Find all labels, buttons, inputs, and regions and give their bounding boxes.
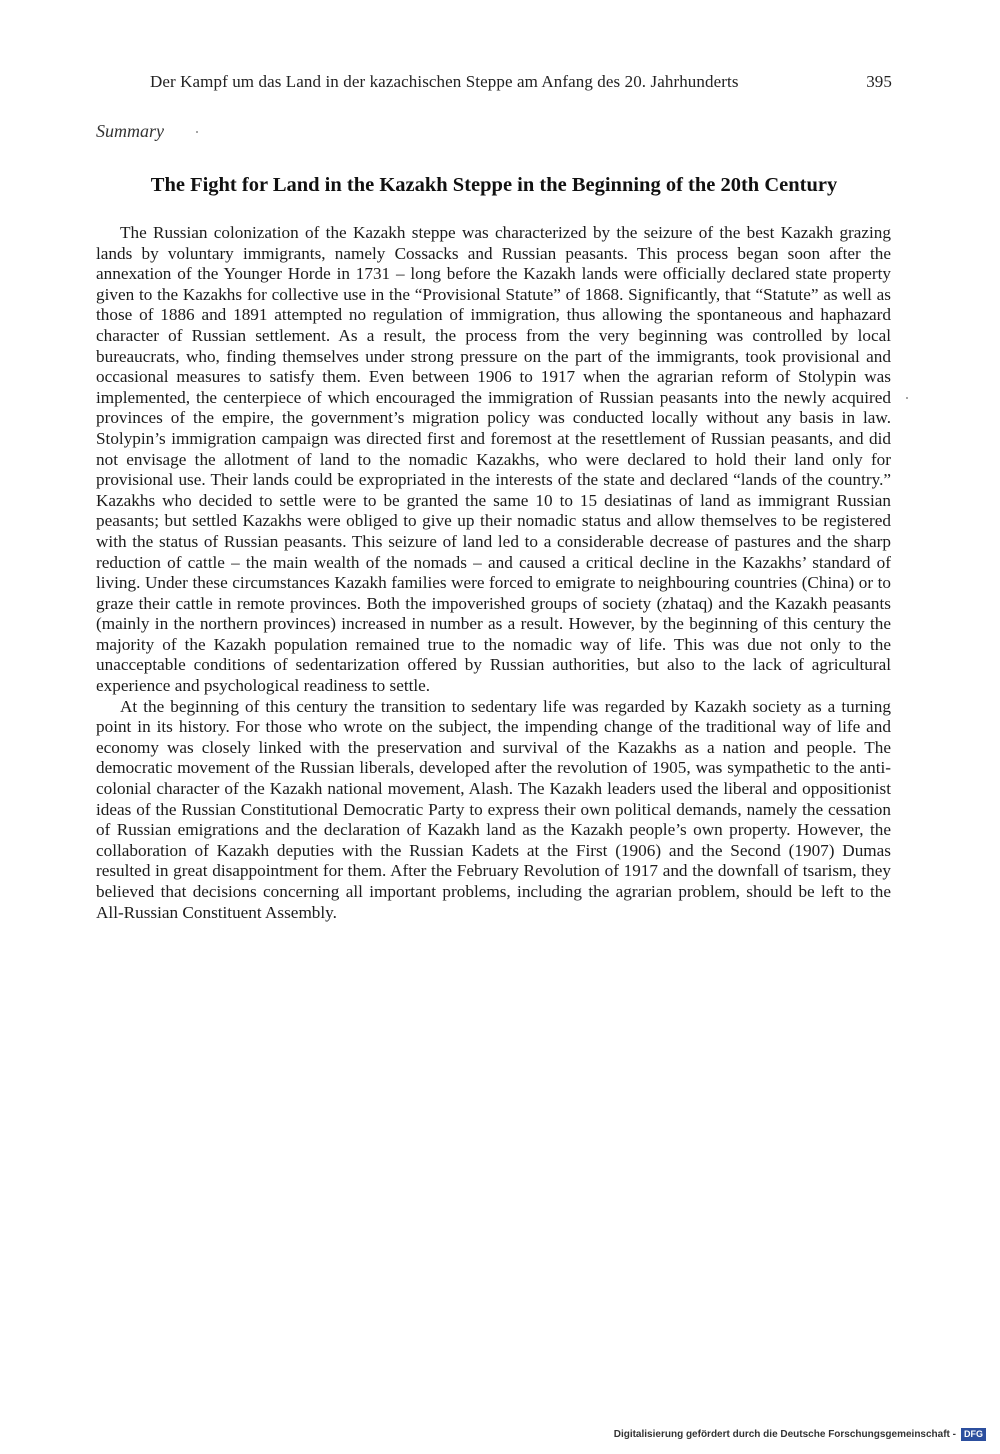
running-header	[150, 72, 892, 92]
credit-text: Digitalisierung gefördert durch die Deutsche Forschungsgemeinschaft -	[613, 1429, 956, 1440]
paragraph-2: At the beginning of this century the transition to sedentary life was regarded by Kazakh society as a turning point in its history. For those who wrote on the subject, the impending change of the traditional way of life and economy was closely linked with the preservation and survival of the Kazakhs as a nation and people. The democratic movement of the Russian liberals, developed after the revolution of 1905, was sympathetic to the anti-colonial character of the Kazakh national movement, Alash. The Kazakh leaders used the liberal and oppositionist ideas of the Russian Constitutional Democratic Party to express their own political demands, namely the cessation of Russian emigrations and the declaration of Kazakh land as the Kazakh people’s own property. However, the collaboration of Kazakh deputies with the Russian Kadets at the First (1906) and the Second (1907) Dumas resulted in great disappointment for them. After the February Revolution of 1917 and the downfall of tsarism, they believed that decisions concerning all important problems, including the agrarian problem, should be left to the All-Russian Constituent Assembly.	[96, 696, 891, 922]
article-body	[96, 223, 891, 923]
scan-speck	[906, 397, 908, 399]
section-label: Summary	[96, 121, 164, 141]
running-title: Der Kampf um das Land in der kazachischen Steppe am Anfang des 20. Jahrhunderts	[150, 72, 739, 91]
digitization-credit	[614, 1428, 986, 1441]
article-title: The Fight for Land in the Kazakh Steppe in the Beginning of the 20th Century	[150, 174, 838, 196]
scan-speck	[196, 131, 198, 133]
page-number: 395	[866, 72, 892, 91]
paragraph-1: The Russian colonization of the Kazakh steppe was characterized by the seizure of the best Kazakh grazing lands by voluntary immigrants, namely Cossacks and Russian peasants. This process began soon after the annexation of the Younger Horde in 1731 – long before the Kazakh lands were officially declared state property given to the Kazakhs for collective use in the “Provisional Statute” of 1868. Significantly, that “Statute” as well as those of 1886 and 1891 attempted no regulation of immigration, thus allowing the spontaneous and haphazard character of Russian settlement. As a result, the process from the very beginning was controlled by local bureaucrats, who, finding themselves under strong pressure on the part of the immigrants, took provisional and occasional measures to satisfy them. Even between 1906 to 1917 when the agrarian reform of Stolypin was implemented, the centerpiece of which encouraged the immigration of Russian peasants into the newly acquired provinces of the empire, the government’s migration policy was conducted locally without any basis in law. Stolypin’s immigration campaign was directed first and foremost at the resettlement of Russian peasants, and did not envisage the allotment of land to the nomadic Kazakhs, who were declared to hold their land only for provisional use. Their lands could be expropriated in the interests of the state and declared “lands of the country.” Kazakhs who decided to settle were to be granted the same 10 to 15 desiatinas of land as immigrant Russian peasants; but settled Kazakhs were obliged to give up their nomadic status and allow themselves to be registered with the status of Russian peasants. This seizure of land led to a considerable decrease of pastures and the sharp reduction of cattle – the main wealth of the nomads – and caused a critical decline in the Kazakhs’ standard of living. Under these circumstances Kazakh families were forced to emigrate to neighbouring countries (China) or to graze their cattle in remote provinces. Both the impoverished groups of society (zhataq) and the Kazakh peasants (mainly in the northern provinces) increased in number as a result. However, by the beginning of this century the majority of the Kazakh population remained true to the nomadic way of life. This was due not only to the unacceptable conditions of sedentarization offered by Russian authorities, but also to the lack of agricultural experience and psychological readiness to settle.	[96, 223, 891, 696]
dfg-logo: DFG	[961, 1428, 986, 1441]
